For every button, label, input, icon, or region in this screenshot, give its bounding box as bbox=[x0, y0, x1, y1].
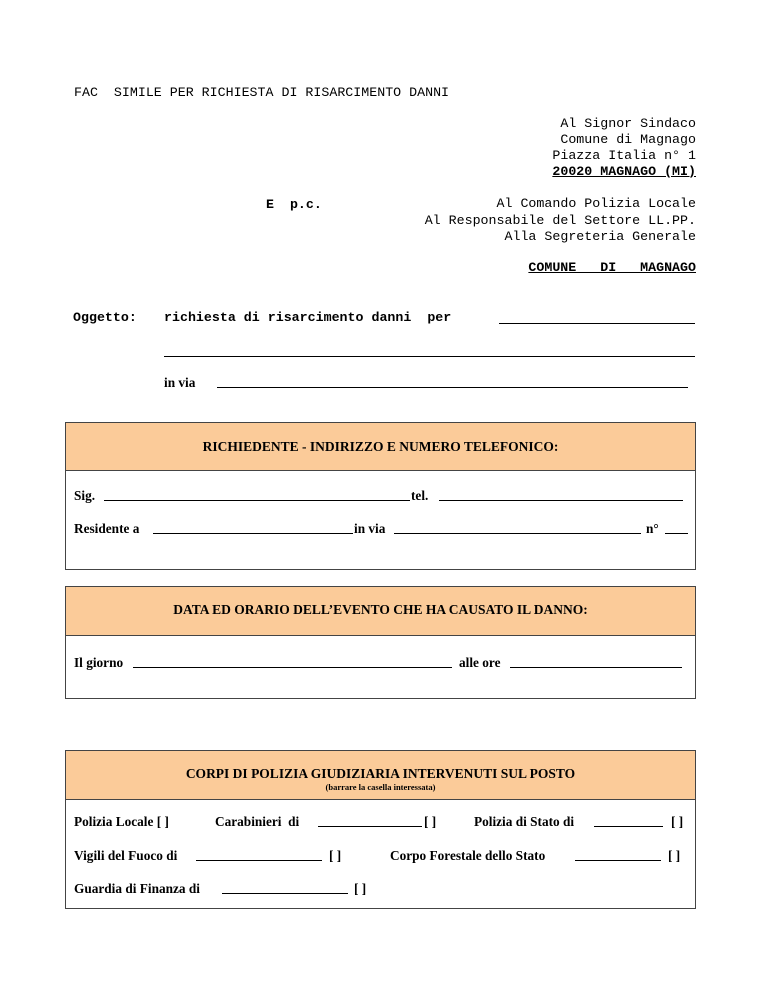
residente-label: Residente a bbox=[74, 521, 140, 536]
vigili-checkbox[interactable]: [ ] bbox=[329, 848, 342, 863]
recipient-line: Piazza Italia n° 1 bbox=[552, 148, 696, 163]
carabinieri-label: Carabinieri di bbox=[215, 814, 300, 829]
sig-field[interactable] bbox=[104, 500, 410, 501]
polizia-locale-option[interactable]: Polizia Locale [ ] bbox=[74, 814, 169, 829]
tel-label: tel. bbox=[411, 488, 429, 503]
cc-line: Al Responsabile del Settore LL.PP. bbox=[424, 212, 696, 228]
num-field[interactable] bbox=[665, 533, 688, 534]
ore-label: alle ore bbox=[459, 655, 501, 670]
ore-field[interactable] bbox=[510, 667, 682, 668]
forestale-label: Corpo Forestale dello Stato bbox=[390, 848, 546, 863]
recipient-block bbox=[552, 116, 696, 180]
cc-label: E p.c. bbox=[266, 197, 322, 212]
subject-via-label: in via bbox=[164, 375, 196, 390]
finanza-checkbox[interactable]: [ ] bbox=[354, 881, 367, 896]
cc-block bbox=[425, 196, 696, 246]
cc-comune: COMUNE DI MAGNAGO bbox=[528, 260, 696, 275]
polizia-stato-checkbox[interactable]: [ ] bbox=[671, 814, 684, 829]
recipient-line: Comune di Magnago bbox=[560, 132, 696, 147]
forestale-checkbox[interactable]: [ ] bbox=[668, 848, 681, 863]
sig-label: Sig. bbox=[74, 488, 96, 503]
section-richiedente-header bbox=[66, 423, 695, 471]
giorno-label: Il giorno bbox=[74, 655, 124, 670]
cc-line: Alla Segreteria Generale bbox=[504, 229, 696, 244]
section-title: DATA ED ORARIO DELL’EVENTO CHE HA CAUSATO IL DANNO: bbox=[173, 602, 588, 617]
carabinieri-field[interactable] bbox=[318, 826, 422, 827]
document-title: FAC SIMILE PER RICHIESTA DI RISARCIMENTO DANNI bbox=[74, 85, 450, 100]
section-title: CORPI DI POLIZIA GIUDIZIARIA INTERVENUTI SUL POSTO bbox=[185, 766, 576, 781]
vigili-field[interactable] bbox=[196, 860, 322, 861]
recipient-address: 20020 MAGNAGO (MI) bbox=[552, 164, 696, 179]
section-data-evento bbox=[65, 586, 696, 699]
section-title: RICHIEDENTE - INDIRIZZO E NUMERO TELEFONICO: bbox=[202, 439, 559, 454]
giorno-field[interactable] bbox=[133, 667, 452, 668]
res-via-field[interactable] bbox=[394, 533, 641, 534]
subject-text: richiesta di risarcimento danni per bbox=[164, 310, 452, 325]
section-corpi-polizia bbox=[65, 750, 696, 909]
polizia-stato-field[interactable] bbox=[594, 826, 663, 827]
vigili-label: Vigili del Fuoco di bbox=[74, 848, 178, 863]
tel-field[interactable] bbox=[439, 500, 683, 501]
recipient-line: Al Signor Sindaco bbox=[560, 116, 696, 131]
cc-line: Al Comando Polizia Locale bbox=[496, 196, 696, 211]
num-label: n° bbox=[646, 521, 659, 536]
polizia-stato-label: Polizia di Stato di bbox=[474, 814, 575, 829]
subject-line-2[interactable] bbox=[164, 356, 695, 357]
subject-line-1[interactable] bbox=[499, 323, 695, 324]
section-data-header bbox=[66, 587, 695, 636]
subject-via-line[interactable] bbox=[217, 387, 688, 388]
subject-label: Oggetto: bbox=[73, 310, 137, 325]
section-corpi-header bbox=[66, 751, 695, 800]
res-via-label: in via bbox=[354, 521, 386, 536]
section-subtitle: (barrare la casella interessata) bbox=[325, 782, 436, 792]
finanza-field[interactable] bbox=[222, 893, 348, 894]
forestale-field[interactable] bbox=[575, 860, 661, 861]
finanza-label: Guardia di Finanza di bbox=[74, 881, 200, 896]
residente-field[interactable] bbox=[153, 533, 353, 534]
section-richiedente bbox=[65, 422, 696, 570]
carabinieri-checkbox[interactable]: [ ] bbox=[424, 814, 437, 829]
